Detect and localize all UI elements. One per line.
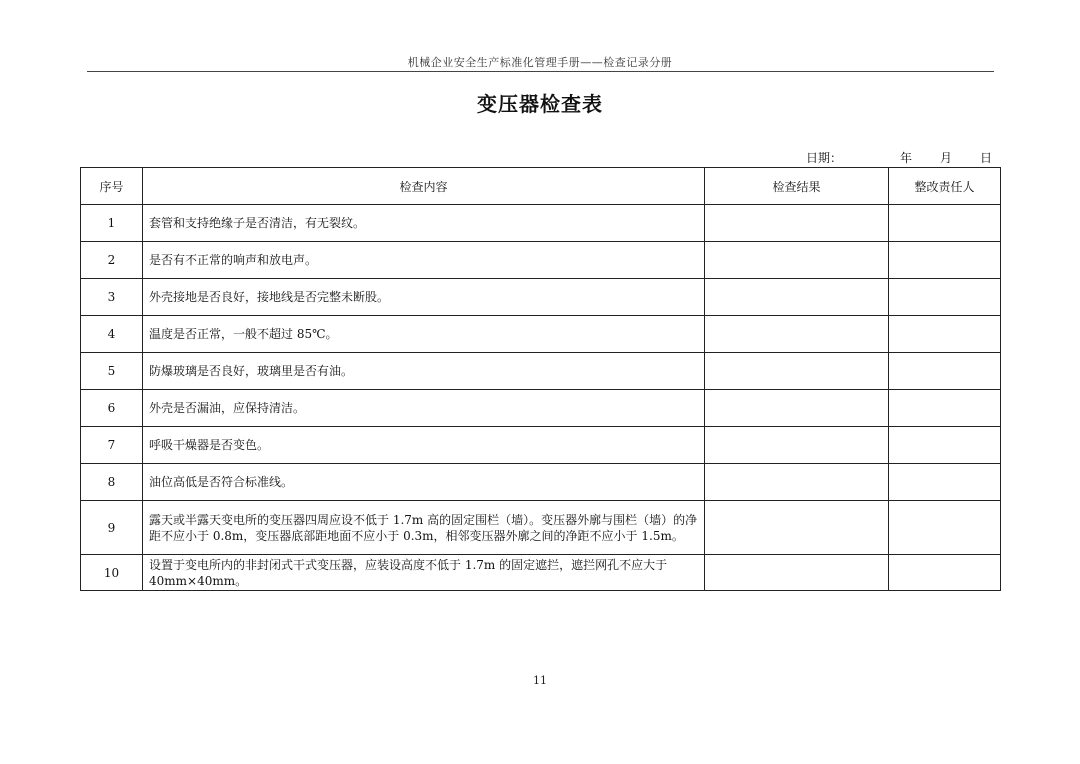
table-row xyxy=(81,427,1001,464)
row-number: 10 xyxy=(81,555,143,591)
table-row xyxy=(81,464,1001,501)
check-item: 套管和支持绝缘子是否清洁，有无裂纹。 xyxy=(143,205,705,242)
person-cell[interactable] xyxy=(889,205,1001,242)
table-row xyxy=(81,205,1001,242)
check-item: 油位高低是否符合标准线。 xyxy=(143,464,705,501)
result-cell[interactable] xyxy=(705,464,889,501)
person-cell[interactable] xyxy=(889,316,1001,353)
result-cell[interactable] xyxy=(705,555,889,591)
date-year: 年 xyxy=(900,151,913,165)
person-cell[interactable] xyxy=(889,279,1001,316)
check-item: 外壳接地是否良好，接地线是否完整未断股。 xyxy=(143,279,705,316)
check-item: 呼吸干燥器是否变色。 xyxy=(143,427,705,464)
check-item: 设置于变电所内的非封闭式干式变压器，应装设高度不低于 1.7m 的固定遮拦，遮拦网孔不应大于 40mm×40mm。 xyxy=(143,555,705,591)
date-day: 日 xyxy=(980,151,993,165)
date-month: 月 xyxy=(940,151,953,165)
table-row xyxy=(81,555,1001,591)
check-item: 防爆玻璃是否良好，玻璃里是否有油。 xyxy=(143,353,705,390)
result-cell[interactable] xyxy=(705,501,889,555)
row-number: 5 xyxy=(81,353,143,390)
person-cell[interactable] xyxy=(889,555,1001,591)
row-number: 1 xyxy=(81,205,143,242)
column-header-result: 检查结果 xyxy=(705,168,889,205)
table-row xyxy=(81,316,1001,353)
person-cell[interactable] xyxy=(889,427,1001,464)
person-cell[interactable] xyxy=(889,390,1001,427)
table-row xyxy=(81,242,1001,279)
result-cell[interactable] xyxy=(705,279,889,316)
result-cell[interactable] xyxy=(705,427,889,464)
column-header-person: 整改责任人 xyxy=(889,168,1001,205)
result-cell[interactable] xyxy=(705,390,889,427)
row-number: 8 xyxy=(81,464,143,501)
result-cell[interactable] xyxy=(705,316,889,353)
date-label: 日期： xyxy=(806,151,843,165)
result-cell[interactable] xyxy=(705,242,889,279)
page-title: 变压器检查表 xyxy=(477,92,603,116)
date-line xyxy=(806,149,996,165)
table-header-row xyxy=(81,168,1001,205)
check-item: 外壳是否漏油，应保持清洁。 xyxy=(143,390,705,427)
check-item: 是否有不正常的响声和放电声。 xyxy=(143,242,705,279)
table-row xyxy=(81,353,1001,390)
result-cell[interactable] xyxy=(705,205,889,242)
running-header: 机械企业安全生产标准化管理手册——检查记录分册 xyxy=(407,56,673,69)
person-cell[interactable] xyxy=(889,242,1001,279)
header-rule xyxy=(87,71,994,72)
table-row xyxy=(81,390,1001,427)
row-number: 7 xyxy=(81,427,143,464)
row-number: 4 xyxy=(81,316,143,353)
check-item: 露天或半露天变电所的变压器四周应设不低于 1.7m 高的固定围栏（墙）。变压器外廓与围栏（墙）的净距不应小于 0.8m，变压器底部距地面不应小于 0.3m，相邻变压器外廓之间的净距不应小于 1.5m。 xyxy=(143,501,705,555)
page-number: 11 xyxy=(533,674,547,687)
result-cell[interactable] xyxy=(705,353,889,390)
row-number: 3 xyxy=(81,279,143,316)
table-row xyxy=(81,501,1001,555)
check-item: 温度是否正常，一般不超过 85℃。 xyxy=(143,316,705,353)
row-number: 2 xyxy=(81,242,143,279)
person-cell[interactable] xyxy=(889,353,1001,390)
person-cell[interactable] xyxy=(889,464,1001,501)
row-number: 9 xyxy=(81,501,143,555)
row-number: 6 xyxy=(81,390,143,427)
inspection-table xyxy=(80,167,1001,591)
table-row xyxy=(81,279,1001,316)
person-cell[interactable] xyxy=(889,501,1001,555)
column-header-content: 检查内容 xyxy=(143,168,705,205)
column-header-no: 序号 xyxy=(81,168,143,205)
